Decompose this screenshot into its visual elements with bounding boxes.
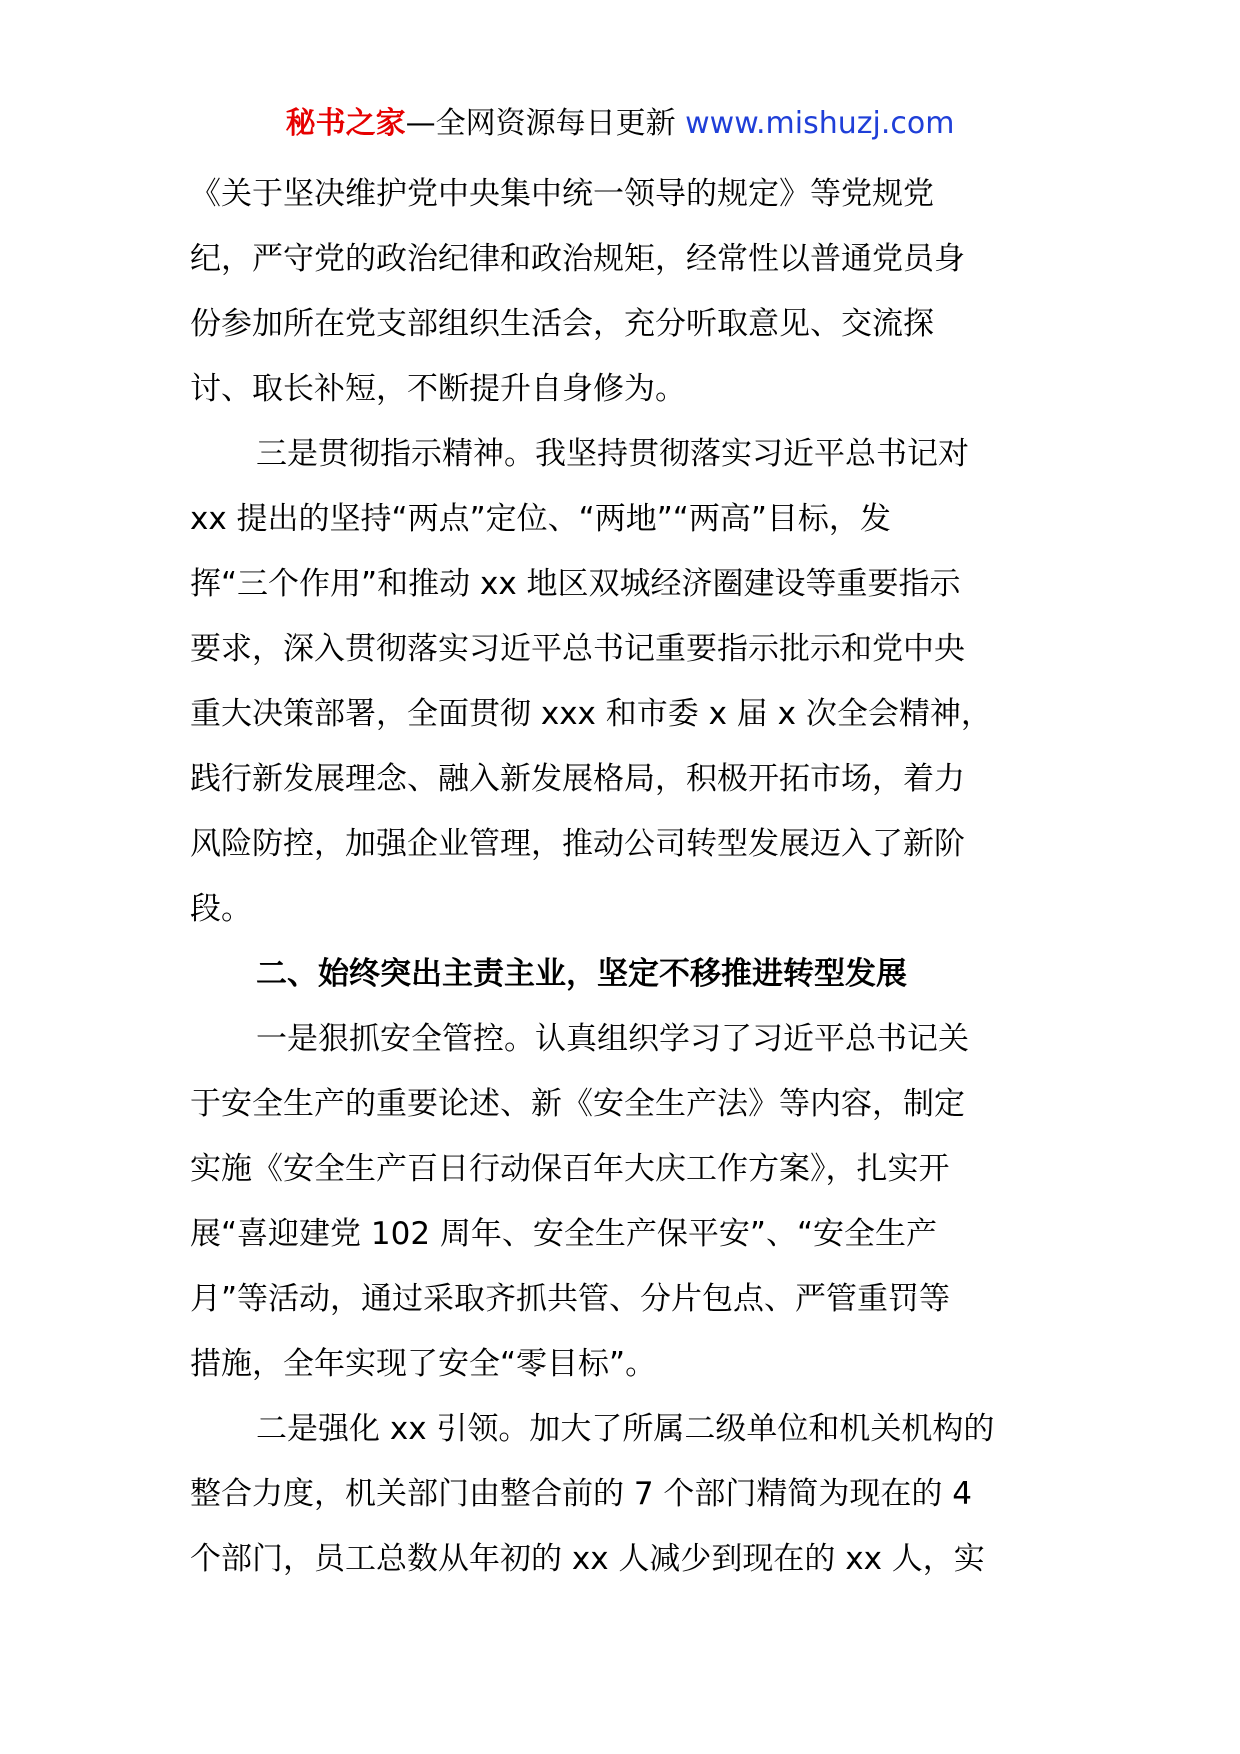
body-line: 讨、取长补短，不断提升自身修为。: [190, 371, 686, 407]
body-line: 措施，全年实现了安全“零目标”。: [190, 1346, 657, 1382]
paragraph-start-line: 三是贯彻指示精神。我坚持贯彻落实习近平总书记对: [256, 436, 969, 472]
body-line: 《关于坚决维护党中央集中统一领导的规定》等党规党: [190, 176, 934, 212]
header-brand: 秘书之家: [285, 106, 406, 141]
section-heading: 二、始终突出主责主业，坚定不移推进转型发展: [256, 956, 907, 992]
body-line: 展“喜迎建党 102 周年、安全生产保平安”、“安全生产: [190, 1216, 938, 1252]
body-line: 整合力度，机关部门由整合前的 7 个部门精简为现在的 4: [190, 1476, 973, 1512]
paragraph-start-line: 二是强化 xx 引领。加大了所属二级单位和机关机构的: [256, 1411, 995, 1447]
header-site-link[interactable]: www.mishuzj.com: [685, 106, 955, 141]
body-line: 要求，深入贯彻落实习近平总书记重要指示批示和党中央: [190, 631, 965, 667]
body-line: 践行新发展理念、融入新发展格局，积极开拓市场，着力: [190, 761, 965, 797]
body-line: 挥“三个作用”和推动 xx 地区双城经济圈建设等重要指示: [190, 566, 961, 602]
body-line: 纪，严守党的政治纪律和政治规矩，经常性以普通党员身: [190, 241, 965, 277]
body-line: 月”等活动，通过采取齐抓共管、分片包点、严管重罚等: [190, 1281, 951, 1317]
body-line: 于安全生产的重要论述、新《安全生产法》等内容，制定: [190, 1086, 965, 1122]
body-line: 风险防控，加强企业管理，推动公司转型发展迈入了新阶: [190, 826, 965, 862]
body-line: 实施《安全生产百日行动保百年大庆工作方案》，扎实开: [190, 1151, 950, 1187]
body-line: 重大决策部署，全面贯彻 xxx 和市委 x 届 x 次全会精神，: [190, 696, 992, 732]
body-line: 个部门，员工总数从年初的 xx 人减少到现在的 xx 人，实: [190, 1541, 985, 1577]
body-line: 份参加所在党支部组织生活会，充分听取意见、交流探: [190, 306, 934, 342]
body-line: 段。: [190, 891, 252, 927]
body-line: xx 提出的坚持“两点”定位、“两地”“两高”目标，发: [190, 501, 891, 537]
paragraph-start-line: 一是狠抓安全管控。认真组织学习了习近平总书记关: [256, 1021, 969, 1057]
document-body: [190, 162, 1070, 1592]
header-tagline: —全网资源每日更新: [405, 106, 686, 141]
page-header: [0, 104, 1240, 144]
